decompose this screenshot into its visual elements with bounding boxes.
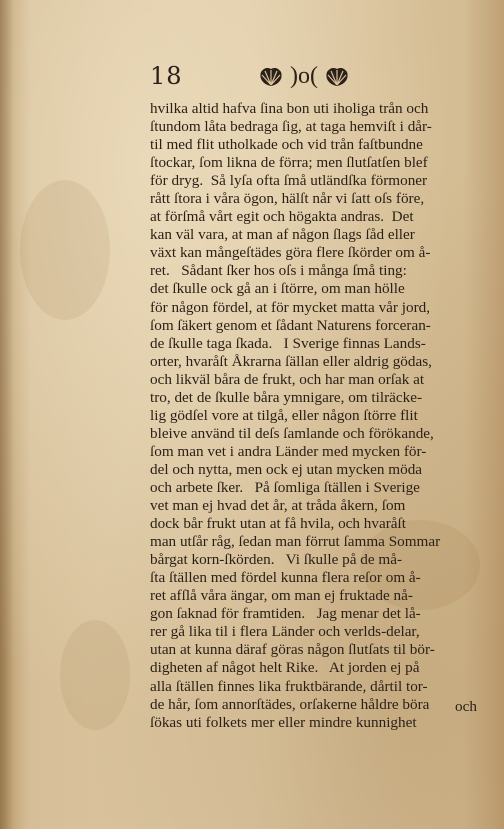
text-line: orter, hvaråſt Åkrarna ſällan eller aldrig gödas, [150,352,432,370]
page-number: 18 [150,62,183,90]
shell-ornament-icon [324,66,350,88]
text-line: man utſår råg, ſedan man förrut ſamma Sommar [150,533,441,551]
text-line: kan väl vara, at man af någon ſlags ſåd eller [150,226,415,244]
text-line: växt kan mångeſtädes göra flere ſkörder om å- [150,244,431,262]
text-line: tro, det de ſkulle båra ymnigare, om tilräcke- [150,388,423,406]
page-edge-shadow [0,0,14,829]
text-line: del och nytta, men ock ej utan mycken möda [150,460,423,478]
text-line: alla ſtällen finnes lika fruktbärande, dårtil tor- [150,677,428,695]
text-line: bårgat korn-ſkörden. Vi ſkulle på de må- [150,551,403,569]
text-line: ret. Sådant ſker hos oſs i många ſmå ting: [150,262,407,280]
text-line: bleive använd til deſs ſamlande och förökande, [150,424,434,442]
text-line: hvilka altid hafva ſina bon uti iholiga trån och [150,100,429,117]
paper-stain [60,620,130,730]
text-line: och likväl båra de frukt, och har man orſak at [150,370,425,388]
text-line: utan at kunna däraf göras någon ſlutſats til bör- [150,641,435,659]
text-line: ret afſlå våra ängar, om man ej fruktade nå- [150,587,413,605]
text-line: ſtockar, ſom likna de förra; men ſlutſatſen blef [150,154,428,172]
text-line: vet man ej hvad det år, at tråda åkern, ſom [150,497,406,515]
text-line: til med flit utholkade och vid trån faſtbundne [150,136,423,154]
text-line: gon ſaknad för framtiden. Jag menar det lå- [150,605,421,623]
text-line: rer gå lika til i flera Länder och verlds-delar, [150,623,420,641]
text-line: det ſkulle ock gå an i ſtörre, om man hölle [150,280,405,298]
text-line: de hår, ſom annorſtädes, orſakerne håldre böra [150,695,430,713]
text-line: rått ſtora i våra ögon, hälſt når vi ſatt oſs före, [150,190,425,208]
paper-stain [20,180,110,320]
header-ornament-text: )o( [290,63,318,89]
text-line: för någon fördel, at för mycket matta vår jord, [150,298,431,316]
text-line: ſtundom låta bedraga ſig, at taga hemviſt i dår- [150,118,432,136]
text-line: at förſmå vårt egit och högakta andras. Det [150,208,414,226]
page-body-text [150,100,494,732]
text-line: lig gödſel vore at tilgå, eller någon ſtörre flit [150,406,418,424]
text-line: digheten af något helt Rike. At jorden ej på [150,659,420,677]
text-line: dock bår frukt utan at få hvila, och hvaråſt [150,515,406,533]
text-line: ſom man vet i andra Länder med mycken för- [150,442,427,460]
shell-ornament-icon [258,66,284,88]
header-ornament [258,63,350,90]
text-line: ſökas uti folkets mer eller mindre kunnighet [150,713,417,731]
text-line: och arbete ſker. På ſomliga ſtällen i Sverige [150,478,420,496]
catchword: och [455,698,477,715]
text-line: för dryg. Så lyſa ofta ſmå utländſka förmoner [150,172,428,190]
text-line: de ſkulle taga ſkada. I Sverige finnas Lands- [150,334,426,352]
text-line: ſta ſtällen med fördel kunna flera reſor om å- [150,569,421,587]
page-header [150,58,410,94]
text-line: ſom ſäkert genom et ſådant Naturens forceran- [150,316,431,334]
